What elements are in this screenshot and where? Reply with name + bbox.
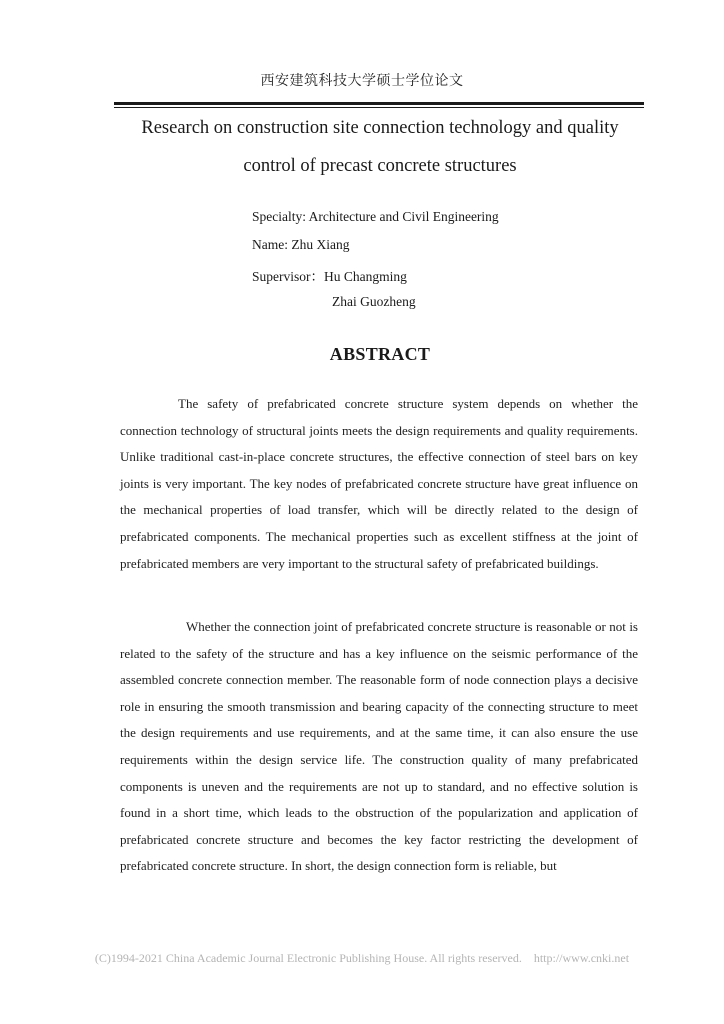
page-header: 西安建筑科技大学硕士学位论文 (260, 73, 464, 89)
copyright-footer: (C)1994-2021 China Academic Journal Electronic Publishing House. All rights reserved. http://www.cnki.net (94, 951, 630, 965)
supervisor-line-2: Zhai Guozheng (332, 294, 416, 309)
specialty-line: Specialty: Architecture and Civil Engineering (252, 209, 499, 224)
thesis-title-line-2: control of precast concrete structures (243, 156, 517, 176)
abstract-heading: ABSTRACT (329, 344, 431, 364)
thesis-title-line-1: Research on construction site connection technology and quality (141, 118, 619, 138)
author-name-line: Name: Zhu Xiang (252, 237, 350, 252)
supervisor-line: Supervisor：Hu Changming (252, 269, 407, 284)
header-rule-thick (114, 102, 644, 105)
header-rule-thin (114, 107, 644, 108)
abstract-paragraph-1: The safety of prefabricated concrete structure system depends on whether the connection technology of structural joints meets the design requirements and quality requirements. Unlike traditional cast-in-place concrete structures, the effective connection of steel bars on key joints is very important. The key nodes of prefabricated concrete structure have great influence on the mechanical properties of load transfer, which will be directly related to the design of prefabricated components. The mechanical properties such as excellent stiffness at the joint of prefabricated members are very important to the structural safety of prefabricated buildings. (120, 396, 638, 571)
abstract-paragraph-2: Whether the connection joint of prefabricated concrete structure is reasonable or not is related to the safety of the structure and has a key influence on the seismic performance of the assembled concrete connection member. The reasonable form of node connection plays a decisive role in ensuring the smooth transmission and bearing capacity of the connecting structure to meet the design requirements and use requirements, and at the same time, it can also ensure the use requirements within the design service life. The construction quality of many prefabricated components is uneven and the requirements are not up to standard, and no effective solution is found in a short time, which leads to the obstruction of the popularization and application of prefabricated concrete structure and becomes the key factor restricting the development of prefabricated concrete structure. In short, the design connection form is reliable, but (120, 619, 638, 874)
